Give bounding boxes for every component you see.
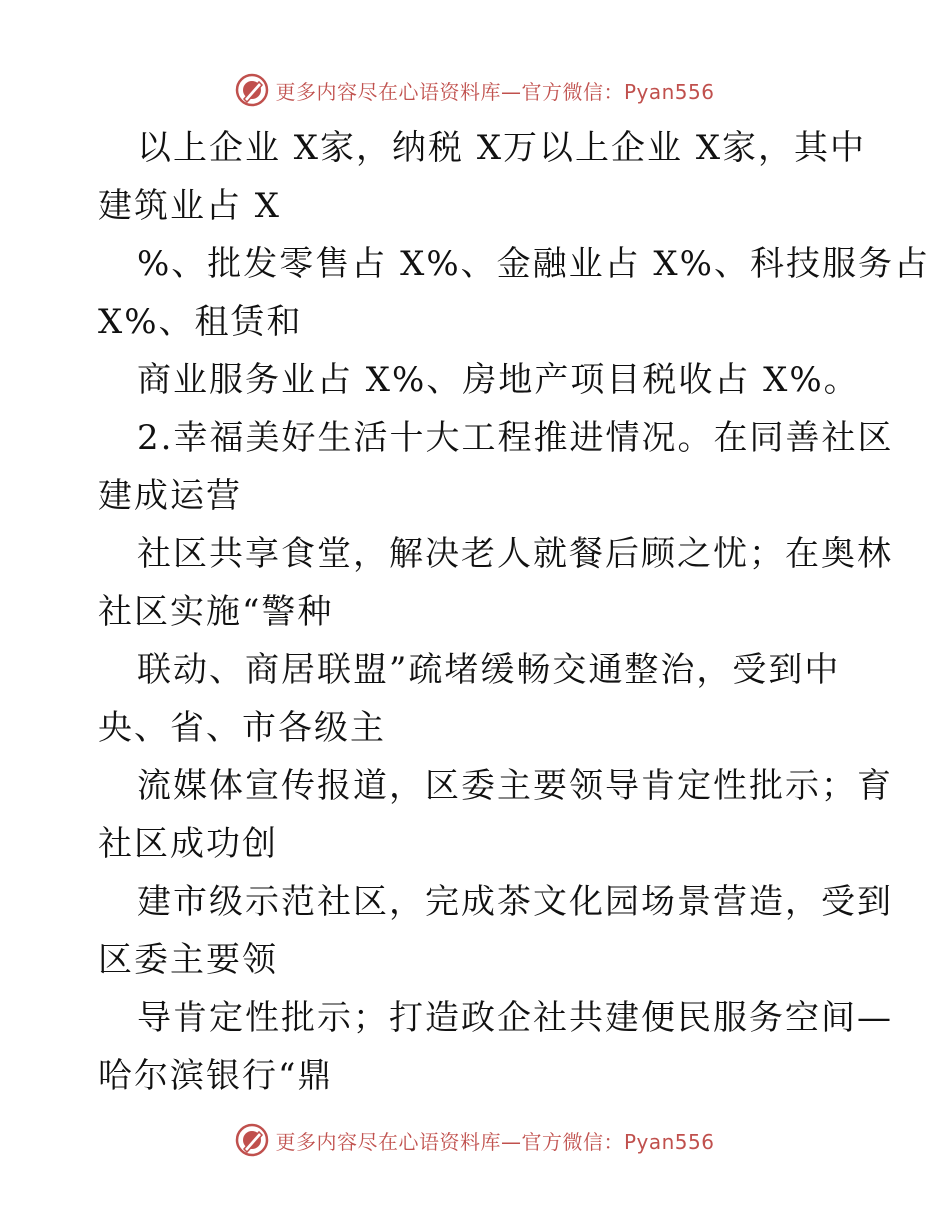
text-line: %、批发零售占 X%、金融业占 X%、科技服务占 [137, 244, 930, 284]
text-line: 区委主要领 [98, 940, 278, 980]
text-line: 建市级示范社区，完成茶文化园场景营造，受到 [137, 882, 893, 922]
text-line: 以上企业 X家，纳税 X万以上企业 X家，其中 [137, 128, 867, 168]
text-line: 流媒体宣传报道，区委主要领导肯定性批示；育 [137, 766, 893, 806]
watermark-text: 更多内容尽在心语资料库—官方微信：Pyan556 [275, 1129, 715, 1154]
footer-watermark [0, 1120, 950, 1160]
text-line: 导肯定性批示；打造政企社共建便民服务空间— [137, 998, 893, 1038]
text-line: 社区实施“警种 [98, 592, 334, 632]
text-line: 央、省、市各级主 [98, 708, 386, 748]
text-line: 社区成功创 [98, 824, 278, 864]
text-line: 社区共享食堂，解决老人就餐后顾之忧；在奥林 [137, 534, 893, 574]
text-line: 建成运营 [98, 476, 242, 516]
pen-logo-icon [235, 73, 269, 107]
text-line: X%、租赁和 [98, 302, 303, 342]
text-line: 建筑业占 X [98, 186, 282, 226]
header-watermark [0, 70, 950, 110]
watermark-text: 更多内容尽在心语资料库—官方微信：Pyan556 [275, 79, 715, 104]
pen-logo-icon [235, 1123, 269, 1157]
text-line: 哈尔滨银行“鼎 [98, 1056, 334, 1096]
text-line: 商业服务业占 X%、房地产项目税收占 X%。 [137, 360, 860, 400]
text-line: 联动、商居联盟”疏堵缓畅交通整治，受到中 [137, 650, 841, 690]
text-line: 2.幸福美好生活十大工程推进情况。在同善社区 [137, 418, 894, 458]
